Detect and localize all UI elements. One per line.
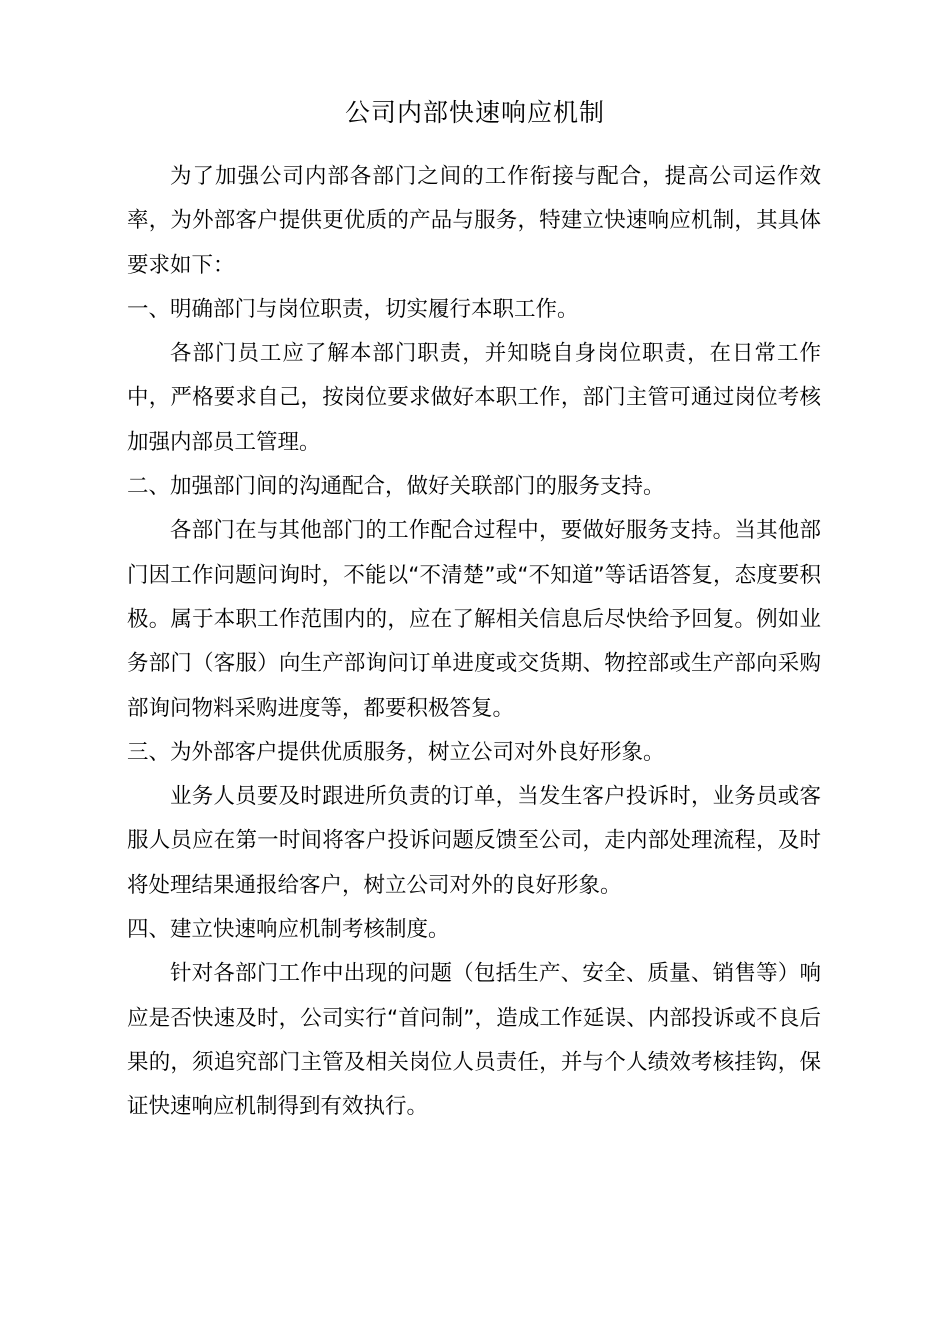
section-paragraph-4: 针对各部门工作中出现的问题（包括生产、安全、质量、销售等）响应是否快速及时，公司实行“首问制”，造成工作延误、内部投诉或不良后果的，须追究部门主管及相关岗位人员责任，并与个人绩效考核挂钩，保证快速响应机制得到有效执行。 (127, 961, 821, 1120)
section-heading-4: 四、建立快速响应机制考核制度。 (127, 917, 450, 943)
section-paragraph-3: 业务人员要及时跟进所负责的订单，当发生客户投诉时，业务员或客服人员应在第一时间将客户投诉问题反馈至公司，走内部处理流程，及时将处理结果通报给客户，树立公司对外的良好形象。 (127, 784, 821, 898)
section-paragraph-1: 各部门员工应了解本部门职责，并知晓自身岗位职责，在日常工作中，严格要求自己，按岗位要求做好本职工作，部门主管可通过岗位考核加强内部员工管理。 (127, 341, 821, 455)
section-paragraph-2: 各部门在与其他部门的工作配合过程中，要做好服务支持。当其他部门因工作问题问询时，不能以“不清楚”或“不知道”等话语答复，态度要积极。属于本职工作范围内的，应在了解相关信息后尽快给予回复。例如业务部门（客服）向生产部询问订单进度或交货期、物控部或生产部向采购部询问物料采购进度等，都要积极答复。 (127, 518, 821, 721)
section-heading-1: 一、明确部门与岗位职责，切实履行本职工作。 (127, 296, 579, 322)
document-title: 公司内部快速响应机制 (344, 98, 605, 127)
document-body (127, 155, 821, 1130)
section-heading-2: 二、加强部门间的沟通配合，做好关联部门的服务支持。 (127, 474, 665, 500)
intro-paragraph: 为了加强公司内部各部门之间的工作衔接与配合，提高公司运作效率，为外部客户提供更优质的产品与服务，特建立快速响应机制，其具体要求如下： (127, 164, 821, 278)
section-heading-3: 三、为外部客户提供优质服务，树立公司对外良好形象。 (127, 739, 665, 765)
